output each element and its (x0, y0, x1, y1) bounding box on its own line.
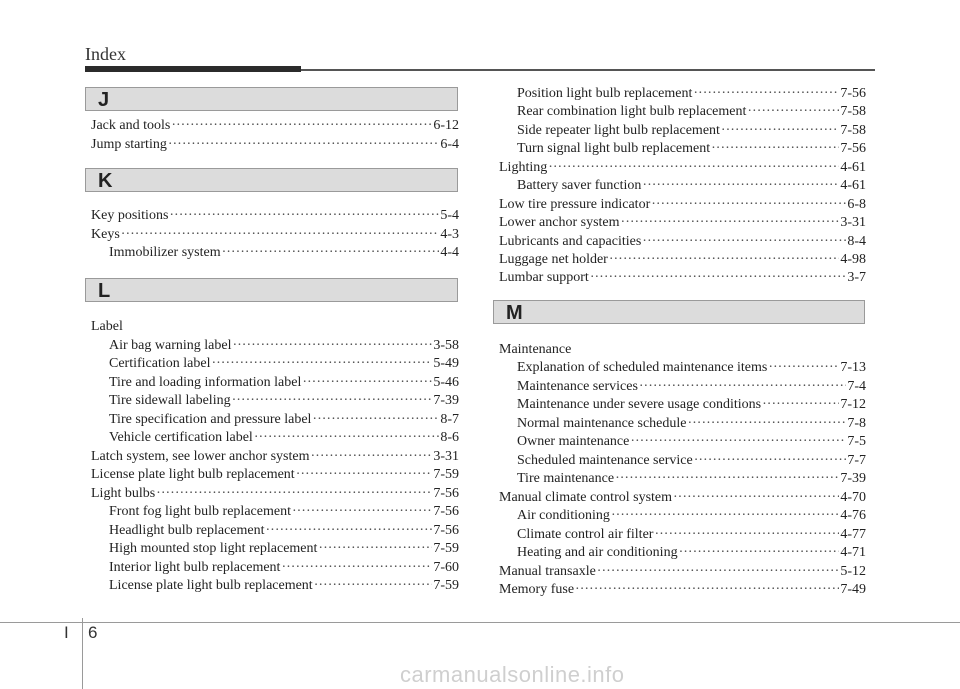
entry-page: 8-4 (847, 234, 866, 249)
entry-label: Tire and loading information label (109, 375, 302, 390)
index-entry (109, 353, 459, 374)
index-entry (517, 138, 866, 159)
leader-dots (611, 505, 839, 526)
entry-page: 7-58 (840, 104, 866, 119)
entry-page: 7-58 (840, 123, 866, 138)
entry-label: Air conditioning (517, 508, 610, 523)
entry-label: Owner maintenance (517, 434, 630, 449)
entry-page: 4-70 (840, 490, 866, 505)
entry-label: Tire sidewall labeling (109, 393, 231, 408)
leader-dots (168, 134, 439, 155)
footer-divider (82, 618, 83, 689)
entry-page: 4-98 (840, 252, 866, 267)
leader-dots (762, 394, 839, 415)
index-entry (109, 575, 459, 596)
leader-dots (768, 357, 839, 378)
entry-label: Explanation of scheduled maintenance items (517, 360, 768, 375)
entry-label: Vehicle certification label (109, 430, 253, 445)
entry-page: 3-58 (433, 338, 459, 353)
entry-label: Scheduled maintenance service (517, 453, 693, 468)
leader-dots (254, 427, 440, 448)
leader-dots (575, 579, 839, 600)
entry-page: 7-5 (847, 434, 866, 449)
index-entry (91, 134, 459, 155)
index-entry (109, 501, 459, 522)
entry-label: Side repeater light bulb replacement (517, 123, 720, 138)
entry-label: Immobilizer system (109, 245, 221, 260)
entry-label: Climate control air filter (517, 527, 654, 542)
entry-page: 4-77 (840, 527, 866, 542)
entry-page: 4-4 (440, 245, 459, 260)
entry-label: Jump starting (91, 137, 167, 152)
entry-label: Maintenance under severe usage conditions (517, 397, 762, 412)
index-entry (499, 212, 866, 233)
entry-label: Rear combination light bulb replacement (517, 104, 747, 119)
index-entry (517, 505, 866, 526)
leader-dots (171, 115, 432, 136)
entry-label: Tire specification and pressure label (109, 412, 312, 427)
entry-label: Lower anchor system (499, 215, 620, 230)
leader-dots (590, 267, 847, 288)
entry-page: 3-31 (840, 215, 866, 230)
section-j-header (85, 87, 458, 111)
entry-page: 4-61 (840, 178, 866, 193)
leader-dots (169, 205, 439, 226)
leader-dots (747, 101, 839, 122)
index-entry (517, 394, 866, 415)
index-entry (91, 115, 459, 136)
index-heading: Maintenance (499, 342, 572, 357)
entry-label: Air bag warning label (109, 338, 232, 353)
entry-page: 6-8 (847, 197, 866, 212)
leader-dots (292, 501, 432, 522)
entry-label: High mounted stop light replacement (109, 541, 318, 556)
footer-page-number: 6 (88, 623, 98, 642)
entry-label: Front fog light bulb replacement (109, 504, 291, 519)
leader-dots (642, 175, 839, 196)
entry-label: Battery saver function (517, 178, 642, 193)
entry-page: 7-12 (840, 397, 866, 412)
entry-page: 7-60 (433, 560, 459, 575)
entry-label: Luggage net holder (499, 252, 608, 267)
entry-page: 7-7 (847, 453, 866, 468)
index-entry (499, 267, 866, 288)
entry-page: 4-61 (840, 160, 866, 175)
leader-dots (211, 353, 432, 374)
entry-label: Manual transaxle (499, 564, 596, 579)
entry-page: 7-56 (840, 86, 866, 101)
leader-dots (621, 212, 840, 233)
entry-label: License plate light bulb replacement (109, 578, 313, 593)
entry-label: Latch system, see lower anchor system (91, 449, 310, 464)
entry-label: Lumbar support (499, 270, 589, 285)
entry-label: Normal maintenance schedule (517, 416, 687, 431)
index-entry (109, 390, 459, 411)
entry-label: Lubricants and capacities (499, 234, 642, 249)
entry-label: Interior light bulb replacement (109, 560, 281, 575)
section-letter: M (506, 302, 523, 324)
entry-label: Lighting (499, 160, 548, 175)
index-entry (499, 579, 866, 600)
entry-page: 8-7 (440, 412, 459, 427)
header-rule-dark (85, 66, 301, 72)
entry-label: Keys (91, 227, 120, 242)
entry-page: 7-56 (433, 523, 459, 538)
entry-label: Certification label (109, 356, 211, 371)
leader-dots (679, 542, 840, 563)
entry-page: 7-39 (433, 393, 459, 408)
entry-page: 7-49 (840, 582, 866, 597)
entry-page: 5-46 (433, 375, 459, 390)
entry-page: 7-39 (840, 471, 866, 486)
index-entry (91, 205, 459, 226)
entry-page: 4-71 (840, 545, 866, 560)
section-letter: K (98, 170, 113, 192)
index-entry (109, 427, 459, 448)
index-entry (517, 175, 866, 196)
entry-page: 7-59 (433, 578, 459, 593)
entry-page: 6-12 (433, 118, 459, 133)
page-header-title: Index (85, 44, 126, 64)
entry-page: 5-4 (440, 208, 459, 223)
entry-page: 7-13 (840, 360, 866, 375)
entry-page: 7-59 (433, 541, 459, 556)
entry-label: Tire maintenance (517, 471, 615, 486)
entry-label: Memory fuse (499, 582, 575, 597)
index-entry (517, 468, 866, 489)
index-entry (517, 357, 866, 378)
entry-page: 3-7 (847, 270, 866, 285)
entry-page: 4-3 (440, 227, 459, 242)
index-entry (109, 538, 459, 559)
entry-label: Heating and air conditioning (517, 545, 678, 560)
entry-label: Headlight bulb replacement (109, 523, 265, 538)
entry-page: 3-31 (433, 449, 459, 464)
entry-label: Light bulbs (91, 486, 156, 501)
entry-label: Jack and tools (91, 118, 171, 133)
section-k-header (85, 168, 458, 192)
section-m-header (493, 300, 865, 324)
index-entry (517, 101, 866, 122)
section-l-header (85, 278, 458, 302)
leader-dots (314, 575, 433, 596)
entry-label: Manual climate control system (499, 490, 673, 505)
index-entry (109, 242, 459, 263)
watermark-text: carmanualsonline.info (400, 662, 625, 687)
entry-label: Maintenance services (517, 379, 638, 394)
leader-dots (630, 431, 846, 452)
leader-dots (222, 242, 440, 263)
index-entry (517, 542, 866, 563)
footer-rule (0, 622, 960, 623)
section-letter: L (98, 280, 111, 302)
entry-label: License plate light bulb replacement (91, 467, 295, 482)
entry-page: 5-12 (840, 564, 866, 579)
leader-dots (232, 390, 433, 411)
entry-page: 7-56 (433, 486, 459, 501)
index-heading: Label (91, 319, 123, 334)
entry-label: Key positions (91, 208, 169, 223)
entry-page: 7-56 (433, 504, 459, 519)
leader-dots (711, 138, 839, 159)
leader-dots (318, 538, 432, 559)
section-letter: J (98, 89, 110, 111)
leader-dots (615, 468, 839, 489)
entry-page: 5-49 (433, 356, 459, 371)
entry-page: 4-76 (840, 508, 866, 523)
entry-page: 7-4 (847, 379, 866, 394)
entry-page: 7-56 (840, 141, 866, 156)
entry-label: Turn signal light bulb replacement (517, 141, 711, 156)
header-rule-light (301, 69, 875, 71)
entry-page: 6-4 (440, 137, 459, 152)
footer-section-letter: I (64, 623, 69, 642)
entry-page: 7-8 (847, 416, 866, 431)
index-entry (91, 464, 459, 485)
index-entry (517, 431, 866, 452)
leader-dots (296, 464, 433, 485)
entry-page: 8-6 (440, 430, 459, 445)
entry-label: Position light bulb replacement (517, 86, 693, 101)
entry-label: Low tire pressure indicator (499, 197, 651, 212)
entry-page: 7-59 (433, 467, 459, 482)
